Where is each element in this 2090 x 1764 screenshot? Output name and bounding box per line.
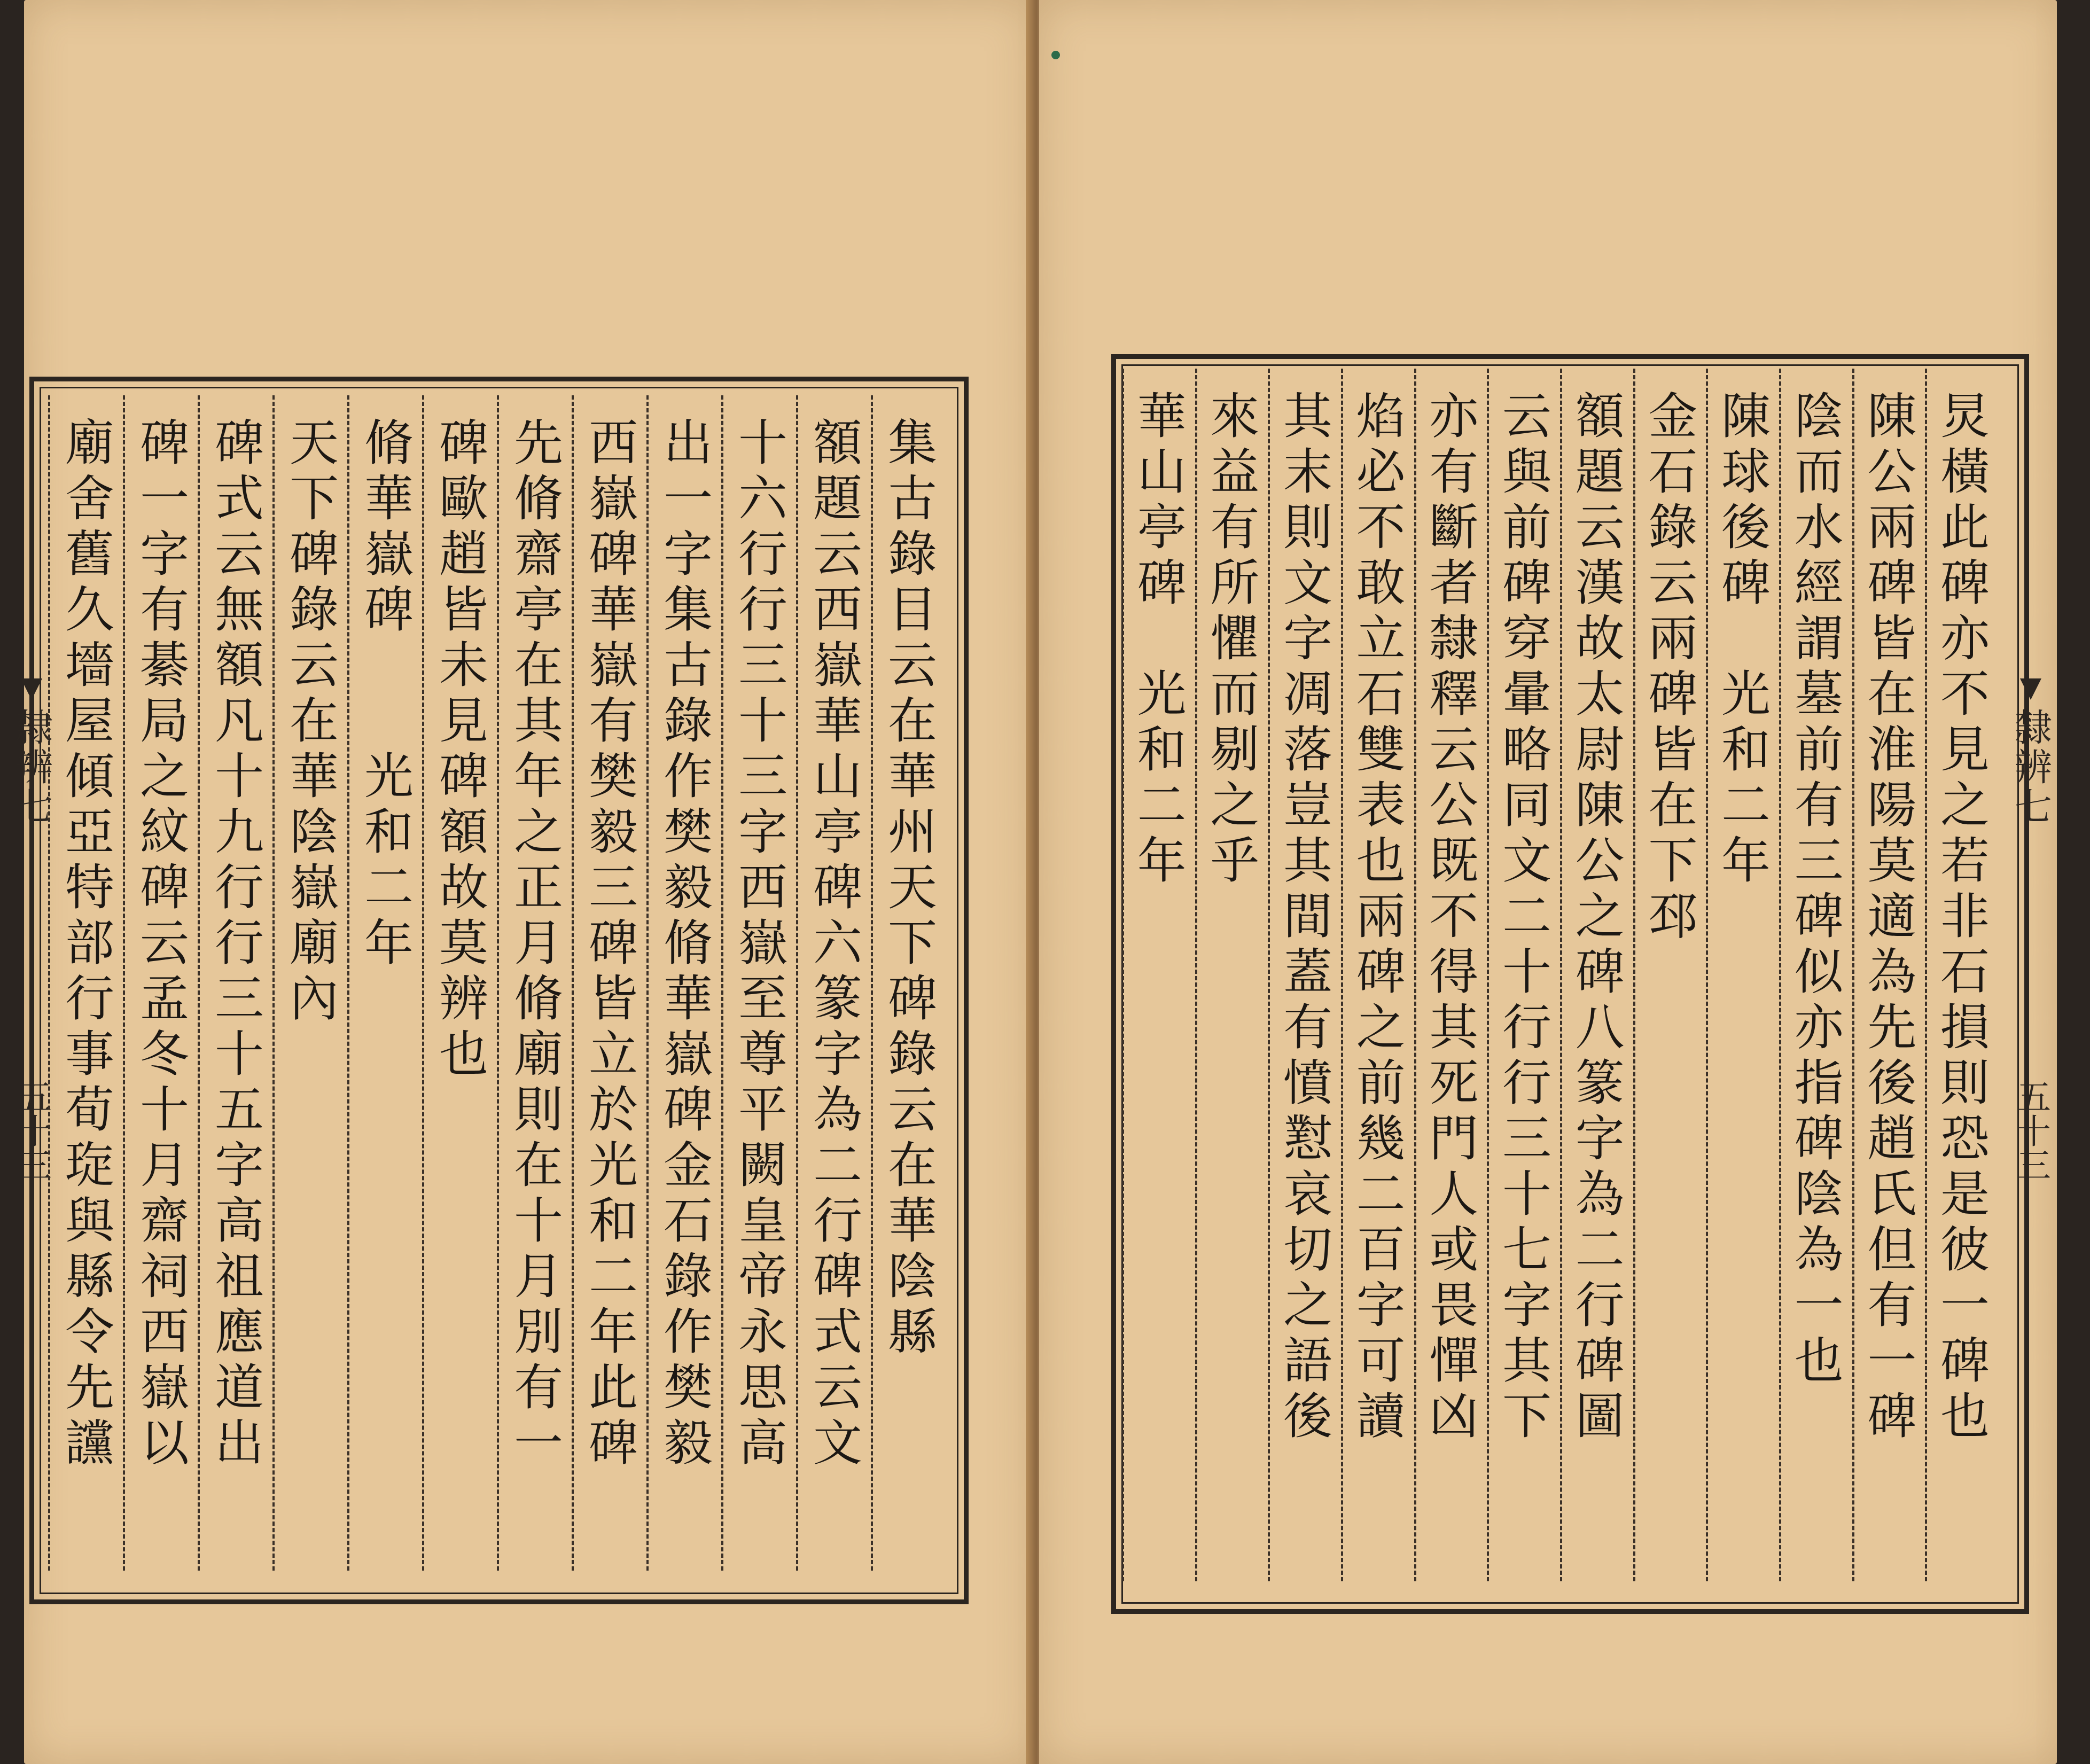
left-page-number: 五十三 <box>12 1079 51 1182</box>
text-column: 焰必不敢立石雙表也兩碑之前幾二百字可讀 <box>1341 369 1414 1581</box>
text-column: 陰而水經謂墓前有三碑似亦指碑陰為一也 <box>1779 369 1852 1581</box>
text-column: 西嶽碑華嶽有樊毅三碑皆立於光和二年此碑 <box>572 395 646 1571</box>
right-margin-title: 隸辨七 <box>2008 708 2053 826</box>
text-column: 額題云漢故太尉陳公之碑八篆字為二行碑圖 <box>1560 369 1633 1581</box>
text-column: 陳公兩碑皆在淮陽莫適為先後趙氏但有一碑 <box>1852 369 1925 1581</box>
left-margin-title: 隸辨七 <box>9 708 53 826</box>
fishtail-icon <box>2020 678 2041 700</box>
text-column: 亦有斷者隸釋云公既不得其死門人或畏憚凶 <box>1414 369 1487 1581</box>
left-margin-strip <box>9 673 53 1325</box>
text-column: 其末則文字凋落豈其間蓋有憤懟哀切之語後 <box>1268 369 1341 1581</box>
text-column: 集古錄目云在華州天下碑錄云在華陰縣 <box>871 395 946 1571</box>
text-column: 先脩齋亭在其年之正月脩廟則在十月別有一 <box>497 395 572 1571</box>
ink-dot <box>1051 51 1060 59</box>
text-column: 碑式云無額凡十九行行三十五字高祖應道出 <box>198 395 272 1571</box>
fishtail-icon <box>21 678 42 700</box>
text-column: 云與前碑穿暈略同文二十行行三十七字其下 <box>1487 369 1560 1581</box>
text-column: 金石錄云兩碑皆在下邳 <box>1633 369 1706 1581</box>
text-column: 來益有所懼而剔之乎 <box>1195 369 1268 1581</box>
section-heading-column: 陳球後碑 光和二年 <box>1706 369 1779 1581</box>
text-column: 碑歐趙皆未見碑額故莫辨也 <box>422 395 497 1571</box>
text-column: 炅橫此碑亦不見之若非石損則恐是彼一碑也 <box>1925 369 1998 1581</box>
text-column: 出一字集古錄作樊毅脩華嶽碑金石錄作樊毅 <box>646 395 721 1571</box>
text-column: 碑一字有綦局之紋碑云孟冬十月齋祠西嶽以 <box>123 395 198 1571</box>
right-margin-strip <box>2008 673 2053 1325</box>
section-heading-column: 華山亭碑 光和二年 <box>1122 369 1195 1581</box>
text-column: 廟舍舊久墻屋傾亞特部行事荀琁與縣令先讜 <box>48 395 123 1571</box>
right-page-number: 五十三 <box>2011 1079 2050 1182</box>
left-text-columns <box>48 395 946 1571</box>
right-text-columns <box>1122 369 1998 1581</box>
text-column: 天下碑錄云在華陰嶽廟內 <box>272 395 347 1571</box>
section-heading-column: 脩華嶽碑 光和二年 <box>347 395 422 1571</box>
text-column: 額題云西嶽華山亭碑六篆字為二行碑式云文 <box>796 395 871 1571</box>
text-column: 十六行行三十三字西嶽至尊平闕皇帝永思高 <box>721 395 796 1571</box>
